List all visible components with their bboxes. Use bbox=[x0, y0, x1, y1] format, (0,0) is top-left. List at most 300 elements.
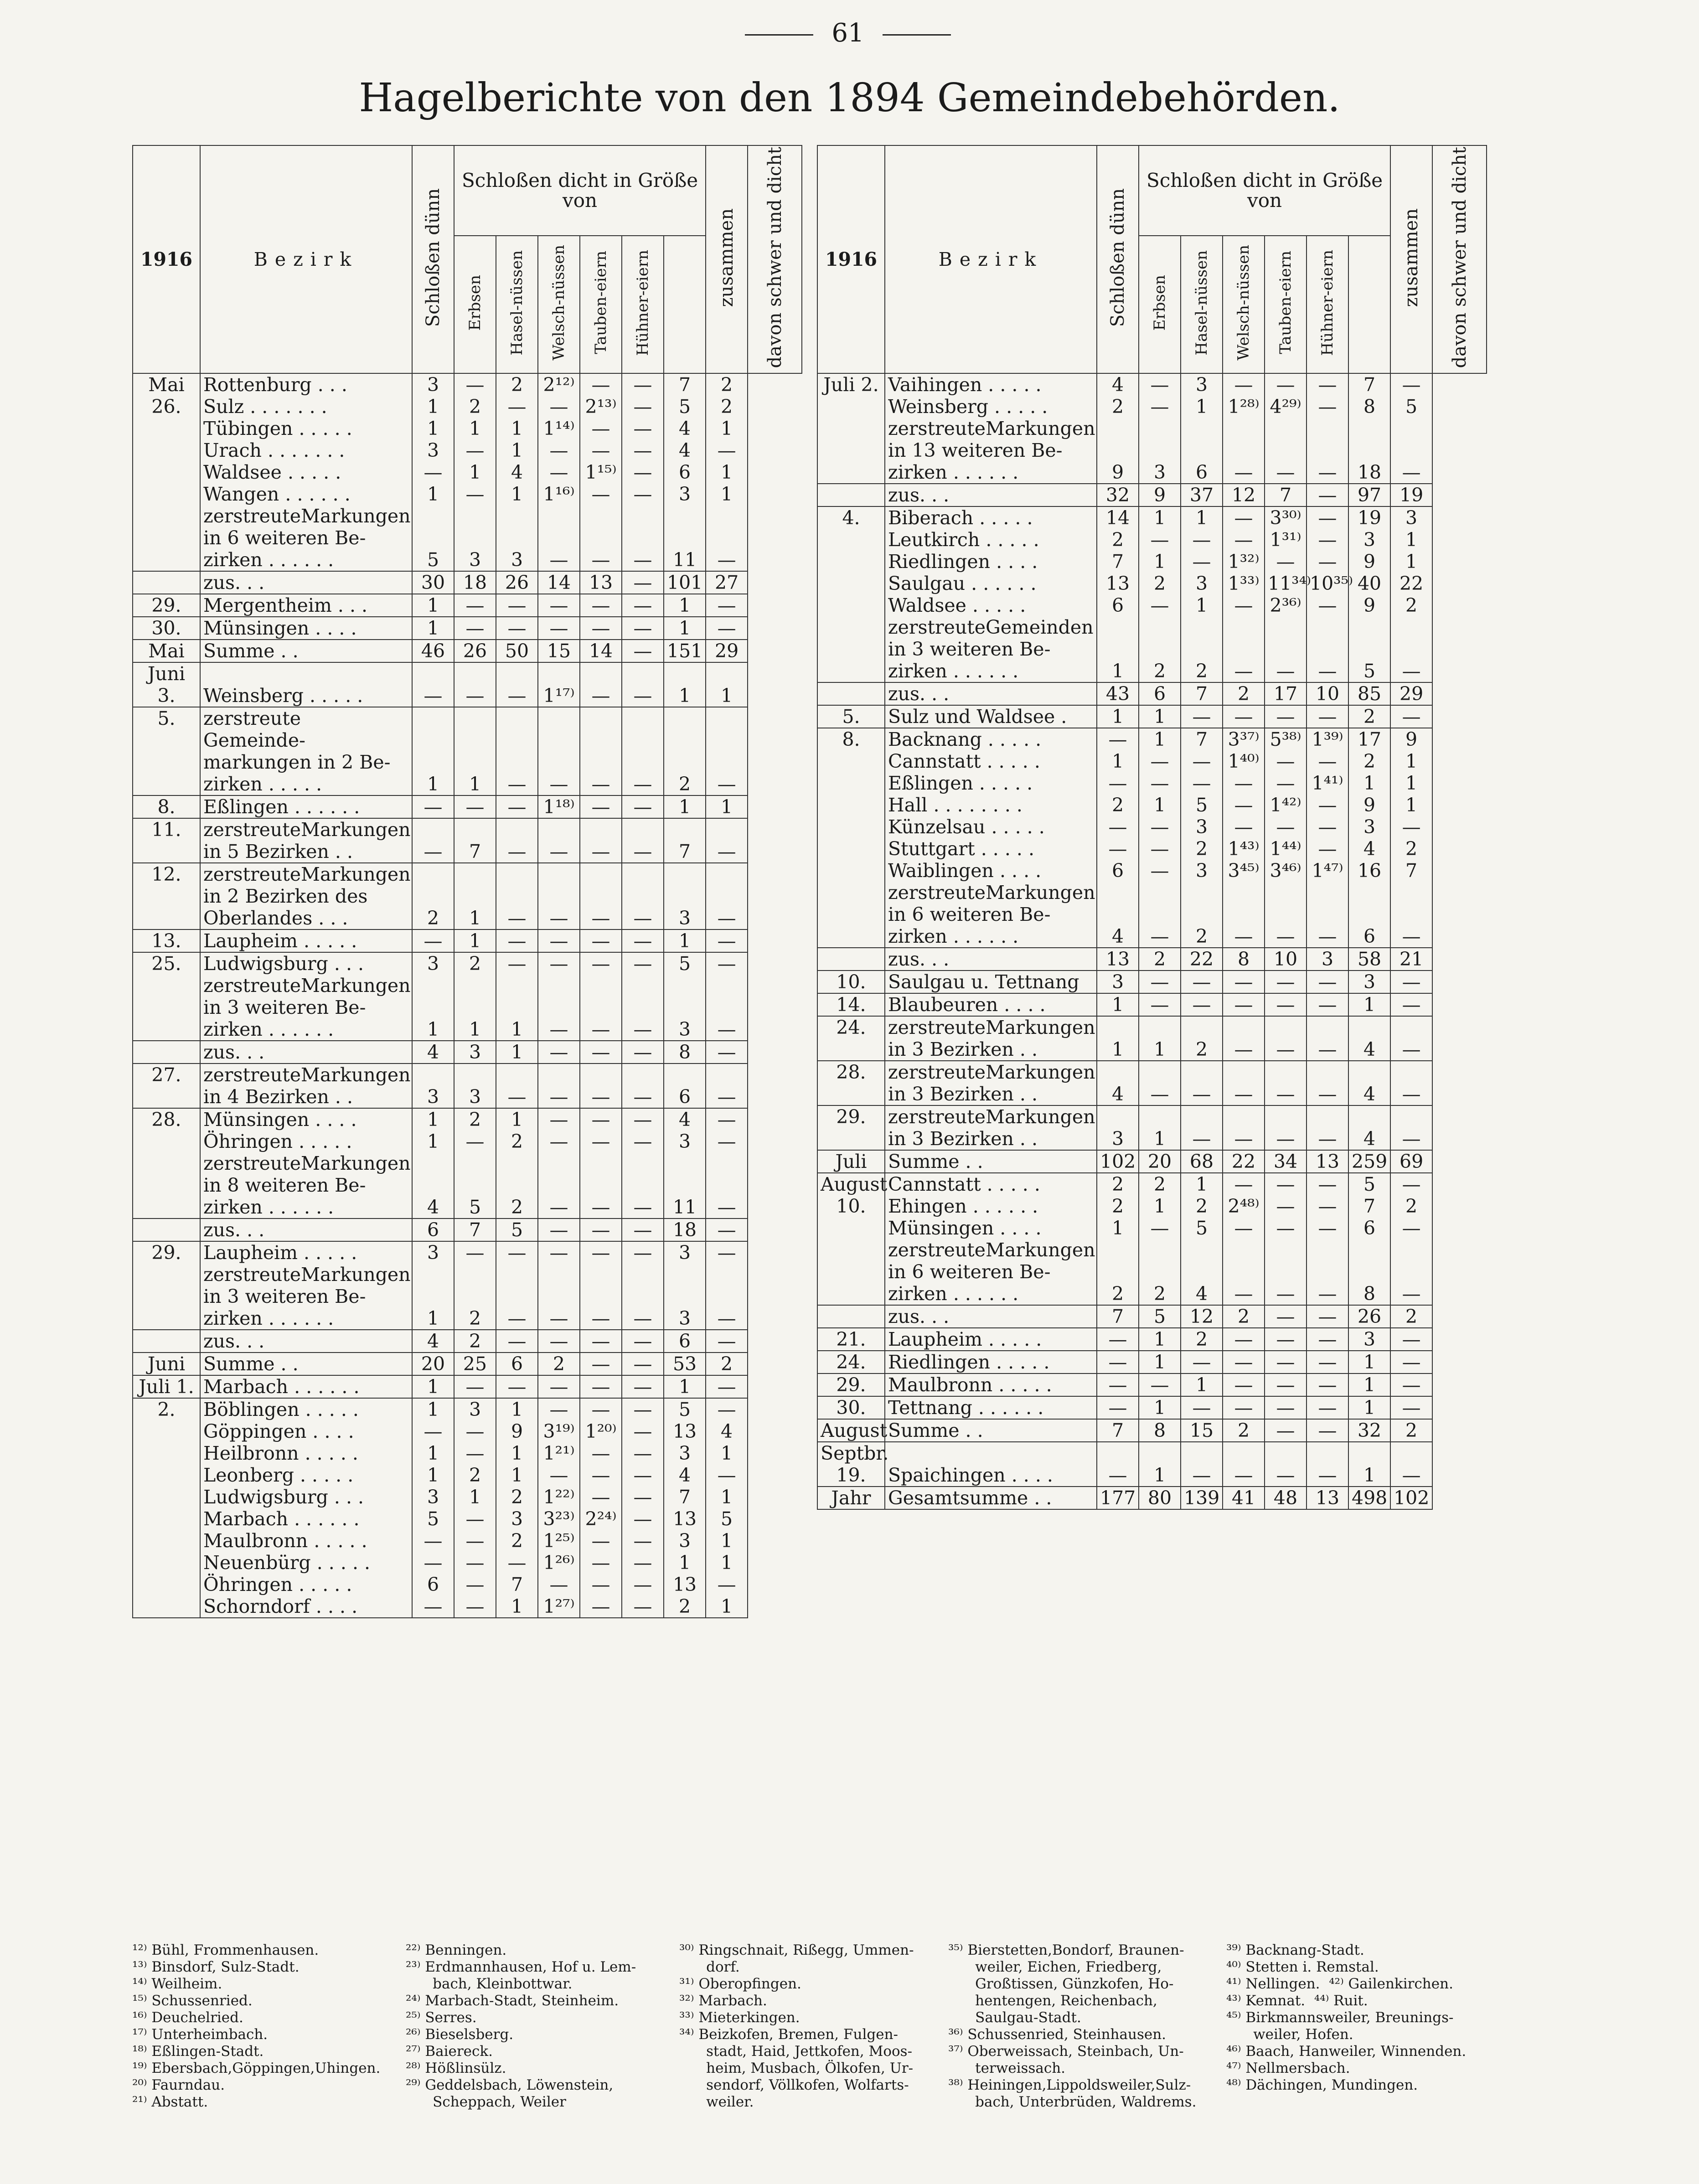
bezirk-cell bbox=[885, 882, 1097, 904]
value-cell bbox=[1181, 971, 1223, 993]
value-cell bbox=[454, 1196, 496, 1218]
value-cell bbox=[1348, 1173, 1390, 1195]
value: — bbox=[717, 1375, 736, 1398]
value-cell bbox=[1097, 594, 1139, 616]
value: 7 bbox=[1111, 1305, 1124, 1327]
value-cell bbox=[1097, 971, 1139, 993]
value-cell bbox=[1139, 860, 1181, 882]
value: — bbox=[1150, 395, 1169, 418]
value: 3 bbox=[1111, 971, 1124, 993]
value-cell bbox=[454, 1442, 496, 1464]
bezirk-cell bbox=[200, 1486, 412, 1508]
value: — bbox=[465, 1442, 485, 1464]
value: 1 bbox=[678, 1375, 691, 1398]
value-cell bbox=[580, 418, 622, 439]
value-cell bbox=[1139, 1217, 1181, 1239]
value-cell bbox=[664, 1264, 706, 1286]
value-cell bbox=[1348, 682, 1390, 705]
table-row bbox=[133, 1064, 802, 1086]
value-cell bbox=[1223, 1173, 1265, 1195]
value: 1 bbox=[427, 1375, 439, 1398]
value: 3 bbox=[678, 1442, 691, 1464]
value: 1 bbox=[678, 929, 691, 952]
value-cell bbox=[664, 818, 706, 841]
value-cell bbox=[1181, 1261, 1223, 1283]
value-cell bbox=[706, 1086, 748, 1108]
value: — bbox=[465, 795, 485, 818]
value: 11 bbox=[672, 548, 697, 571]
value-cell bbox=[538, 1307, 580, 1330]
value: — bbox=[591, 1108, 610, 1131]
table-row bbox=[817, 750, 1487, 772]
value-cell bbox=[622, 1152, 664, 1174]
value-cell bbox=[1307, 925, 1348, 948]
value: 1²⁷⁾ bbox=[543, 1595, 575, 1617]
value-cell bbox=[496, 795, 538, 818]
value: 3 bbox=[427, 952, 439, 975]
value: — bbox=[633, 840, 652, 862]
value: 12 bbox=[1189, 1305, 1214, 1327]
value-cell bbox=[454, 594, 496, 617]
value-cell bbox=[1390, 616, 1432, 638]
value: — bbox=[633, 1398, 652, 1420]
value: — bbox=[1276, 816, 1295, 838]
value: 6 bbox=[1111, 594, 1124, 616]
date-cell bbox=[817, 1150, 885, 1173]
value: 43 bbox=[1105, 682, 1130, 705]
value-cell bbox=[1139, 1038, 1181, 1061]
value: — bbox=[549, 1041, 568, 1063]
value-cell bbox=[1223, 948, 1265, 971]
value-cell bbox=[1307, 484, 1348, 506]
value: 4 bbox=[1363, 1038, 1376, 1060]
welschnuessen-label: Welsch-nüssen bbox=[1234, 244, 1253, 361]
value: 15 bbox=[1189, 1419, 1214, 1441]
value: 3 bbox=[1363, 816, 1376, 838]
value-cell bbox=[412, 1442, 454, 1464]
value: — bbox=[1192, 1083, 1211, 1105]
value-cell bbox=[580, 1464, 622, 1486]
value: 14 bbox=[589, 640, 613, 662]
bezirk-cell bbox=[200, 549, 412, 571]
value-cell bbox=[496, 841, 538, 863]
value: 1²²⁾ bbox=[543, 1486, 575, 1508]
table-row bbox=[817, 1396, 1487, 1419]
bezirk-name: Mergentheim . . . bbox=[203, 594, 368, 616]
bezirk-name: Neuenbürg . . . . . bbox=[203, 1551, 371, 1574]
value-cell bbox=[664, 640, 706, 662]
welschnuessen-header bbox=[538, 236, 580, 373]
value-cell bbox=[496, 396, 538, 418]
footnote-line: ³⁵⁾ Bierstetten,Bondorf, Braunen- bbox=[948, 1942, 1184, 1958]
value-cell bbox=[1139, 1351, 1181, 1373]
value: — bbox=[1318, 1195, 1337, 1217]
footnote-line: ⁴¹⁾ Nellingen. ⁴²⁾ Gailenkirchen. bbox=[1226, 1976, 1453, 1992]
value: — bbox=[1192, 528, 1211, 551]
value: 3 bbox=[1195, 859, 1208, 882]
value-cell bbox=[1181, 816, 1223, 838]
date-cell bbox=[133, 795, 200, 818]
bezirk-cell bbox=[885, 993, 1097, 1016]
value-cell bbox=[622, 1264, 664, 1286]
value: 3 bbox=[1195, 816, 1208, 838]
value: 6 bbox=[1195, 461, 1208, 483]
value: 4 bbox=[427, 1041, 439, 1063]
value-cell bbox=[1223, 396, 1265, 418]
value: 2 bbox=[1195, 1195, 1208, 1217]
value-cell bbox=[664, 1196, 706, 1218]
value-cell bbox=[1390, 1038, 1432, 1061]
value: — bbox=[423, 461, 443, 483]
zusammen-header bbox=[706, 145, 748, 373]
table-row bbox=[817, 506, 1487, 529]
value: — bbox=[1234, 461, 1253, 483]
value-cell bbox=[1097, 948, 1139, 971]
value-cell bbox=[1139, 948, 1181, 971]
value-cell bbox=[1139, 616, 1181, 638]
value: — bbox=[591, 1196, 610, 1218]
value: — bbox=[465, 1508, 485, 1530]
table-row bbox=[133, 1508, 802, 1530]
value: 1 bbox=[1195, 1173, 1208, 1195]
value-cell bbox=[580, 907, 622, 929]
value: 2 bbox=[1111, 1173, 1124, 1195]
value: 8 bbox=[1237, 948, 1250, 970]
value: — bbox=[633, 483, 652, 505]
table-row bbox=[133, 505, 802, 527]
value: 6 bbox=[1111, 859, 1124, 882]
bezirk-name: Waldsee . . . . . bbox=[888, 594, 1026, 616]
value-cell bbox=[1097, 1305, 1139, 1328]
value: — bbox=[1192, 1396, 1211, 1419]
value: 7 bbox=[469, 840, 481, 862]
value-cell bbox=[1097, 728, 1139, 750]
value: 4 bbox=[1111, 925, 1124, 947]
value: — bbox=[1234, 705, 1253, 728]
value-cell bbox=[1181, 1419, 1223, 1442]
value: — bbox=[549, 548, 568, 571]
value: — bbox=[1234, 660, 1253, 682]
date-label: 29. bbox=[836, 1373, 866, 1396]
bezirk-name: Ludwigsburg . . . bbox=[203, 1486, 364, 1508]
value-cell bbox=[664, 571, 706, 594]
table-row bbox=[133, 373, 802, 396]
value: — bbox=[1108, 837, 1127, 860]
hail-table bbox=[132, 145, 802, 1618]
table-row bbox=[133, 571, 802, 594]
footnote-line: ¹⁵⁾ Schussenried. bbox=[132, 1993, 253, 2009]
table-row bbox=[817, 682, 1487, 705]
value: 1⁴⁴⁾ bbox=[1270, 837, 1301, 860]
bezirk-cell bbox=[200, 1574, 412, 1595]
value: 1 bbox=[511, 1108, 523, 1131]
year-header bbox=[133, 145, 200, 373]
value-cell bbox=[454, 549, 496, 571]
value: 1 bbox=[1363, 772, 1376, 794]
value-cell bbox=[1348, 638, 1390, 660]
bezirk-cell bbox=[200, 418, 412, 439]
value-cell bbox=[454, 640, 496, 662]
bezirk-name: zus. . . bbox=[888, 948, 950, 970]
table-row bbox=[817, 638, 1487, 660]
value-cell bbox=[412, 1286, 454, 1307]
value: 2 bbox=[1195, 837, 1208, 860]
value-cell bbox=[1307, 1083, 1348, 1105]
bezirk-name: Laupheim . . . . . bbox=[203, 929, 357, 952]
value-cell bbox=[580, 483, 622, 505]
value-cell bbox=[1307, 1305, 1348, 1328]
table-row bbox=[817, 925, 1487, 948]
value: — bbox=[507, 929, 527, 952]
value-cell bbox=[622, 863, 664, 885]
table-row bbox=[817, 551, 1487, 573]
bezirk-name: zerstreuteMarkungen bbox=[888, 881, 1095, 904]
value-cell bbox=[706, 1375, 748, 1398]
value-cell bbox=[412, 1018, 454, 1041]
bezirk-name: in 6 weiteren Be- bbox=[888, 903, 1051, 925]
bezirk-name: Summe . . bbox=[203, 1353, 299, 1375]
value: 1 bbox=[1363, 993, 1376, 1016]
value: 1 bbox=[1111, 1038, 1124, 1060]
value: 1¹⁷⁾ bbox=[543, 684, 575, 707]
value-cell bbox=[1097, 616, 1139, 638]
value-cell bbox=[1181, 396, 1223, 418]
value: — bbox=[465, 617, 485, 639]
value-cell bbox=[1265, 1305, 1307, 1328]
value-cell bbox=[538, 1398, 580, 1420]
value: 7 bbox=[1363, 1195, 1376, 1217]
bezirk-cell bbox=[200, 907, 412, 929]
value-cell bbox=[1348, 971, 1390, 993]
value: 1 bbox=[721, 684, 733, 707]
value-cell bbox=[580, 1330, 622, 1353]
value-cell bbox=[1348, 660, 1390, 682]
huehnereiern-label: Hühner-eiern bbox=[634, 249, 652, 356]
value: — bbox=[1150, 816, 1169, 838]
value: — bbox=[1318, 1305, 1337, 1327]
value-cell bbox=[538, 461, 580, 483]
bezirk-name: Rottenburg . . . bbox=[203, 373, 347, 396]
value: — bbox=[633, 395, 652, 418]
value: — bbox=[507, 1241, 527, 1264]
value: 2 bbox=[1405, 594, 1418, 616]
value-cell bbox=[1390, 396, 1432, 418]
value-cell bbox=[580, 1307, 622, 1330]
value: 20 bbox=[421, 1353, 445, 1375]
value: 1 bbox=[1405, 772, 1418, 794]
value-cell bbox=[496, 1486, 538, 1508]
value-cell bbox=[664, 1218, 706, 1241]
value: 2 bbox=[511, 1486, 523, 1508]
table-row bbox=[133, 549, 802, 571]
value: — bbox=[549, 461, 568, 483]
value-cell bbox=[412, 751, 454, 773]
bezirk-name: in 3 weiteren Be- bbox=[203, 1285, 366, 1307]
value-cell bbox=[538, 571, 580, 594]
bezirk-cell bbox=[885, 660, 1097, 682]
footnote-line: ²⁶⁾ Bieselsberg. bbox=[406, 2026, 514, 2043]
value-cell bbox=[1307, 860, 1348, 882]
bezirk-cell bbox=[885, 439, 1097, 461]
value-cell bbox=[1139, 638, 1181, 660]
value: — bbox=[717, 1218, 736, 1241]
table-row bbox=[817, 439, 1487, 461]
value-cell bbox=[1390, 925, 1432, 948]
value: — bbox=[465, 1595, 485, 1617]
value: — bbox=[633, 1529, 652, 1552]
value-cell bbox=[622, 594, 664, 617]
value: — bbox=[633, 640, 652, 662]
table-row bbox=[133, 1108, 802, 1131]
value-cell bbox=[1139, 772, 1181, 794]
value-cell bbox=[1265, 705, 1307, 728]
value: — bbox=[1276, 660, 1295, 682]
value-cell bbox=[538, 1330, 580, 1353]
value-cell bbox=[664, 707, 706, 751]
table-row bbox=[817, 794, 1487, 816]
right-table bbox=[817, 145, 1486, 1510]
value: — bbox=[717, 840, 736, 862]
bezirk-name: zirken . . . . . . bbox=[888, 461, 1019, 483]
value-cell bbox=[538, 1086, 580, 1108]
value-cell bbox=[1348, 1083, 1390, 1105]
table-row bbox=[817, 1038, 1487, 1061]
value-cell bbox=[538, 1464, 580, 1486]
value: 17 bbox=[1273, 682, 1298, 705]
left-table bbox=[132, 145, 801, 1618]
value: — bbox=[549, 1085, 568, 1108]
value-cell bbox=[1223, 794, 1265, 816]
value-cell bbox=[454, 707, 496, 751]
value-cell bbox=[496, 1108, 538, 1131]
value: — bbox=[465, 439, 485, 461]
bezirk-cell bbox=[200, 1174, 412, 1196]
value-cell bbox=[622, 1552, 664, 1574]
value-cell bbox=[1265, 1217, 1307, 1239]
footnote-line: Großtissen, Günzkofen, Ho- bbox=[948, 1976, 1174, 1992]
value: — bbox=[507, 1551, 527, 1574]
bezirk-name: in 6 weiteren Be- bbox=[203, 527, 366, 549]
date-cell bbox=[133, 929, 200, 952]
value-cell bbox=[1307, 551, 1348, 573]
value-cell bbox=[1390, 904, 1432, 925]
value-cell bbox=[496, 1241, 538, 1264]
table-row bbox=[133, 1464, 802, 1486]
value-cell bbox=[1307, 1105, 1348, 1128]
date-cell bbox=[133, 1398, 200, 1618]
value-cell bbox=[412, 841, 454, 863]
table-row bbox=[133, 907, 802, 929]
value-cell bbox=[1307, 1419, 1348, 1442]
value-cell bbox=[1097, 1283, 1139, 1305]
value: 1¹⁴⁾ bbox=[543, 417, 575, 439]
value-cell bbox=[1181, 573, 1223, 594]
footnote-line: ¹²⁾ Bühl, Frommenhausen. bbox=[132, 1942, 319, 1958]
davon-header bbox=[748, 145, 802, 373]
value: 37 bbox=[1189, 484, 1214, 506]
value: — bbox=[717, 439, 736, 461]
value: 21 bbox=[1399, 948, 1424, 970]
footnote-line: hentengen, Reichenbach, bbox=[948, 1993, 1157, 2009]
value-cell bbox=[1139, 1261, 1181, 1283]
value-cell bbox=[412, 418, 454, 439]
value-cell bbox=[1139, 838, 1181, 860]
value-cell bbox=[412, 1375, 454, 1398]
value-cell bbox=[580, 1353, 622, 1375]
value-cell bbox=[664, 1375, 706, 1398]
value: — bbox=[591, 1551, 610, 1574]
table-row bbox=[817, 993, 1487, 1016]
value-cell bbox=[1139, 705, 1181, 728]
value-cell bbox=[1348, 904, 1390, 925]
date-cell bbox=[133, 818, 200, 863]
value-cell bbox=[1390, 682, 1432, 705]
value-cell bbox=[454, 1018, 496, 1041]
bezirk-cell bbox=[200, 1595, 412, 1618]
value-cell bbox=[1223, 750, 1265, 772]
value-cell bbox=[1265, 529, 1307, 551]
value-cell bbox=[538, 863, 580, 885]
value: — bbox=[1318, 1351, 1337, 1373]
value: 2 bbox=[1195, 925, 1208, 947]
bezirk-cell bbox=[200, 505, 412, 527]
value-cell bbox=[1307, 1351, 1348, 1373]
value-cell bbox=[1390, 660, 1432, 682]
value: 7 bbox=[511, 1573, 523, 1595]
value: 2 bbox=[1153, 1173, 1166, 1195]
value-cell bbox=[1181, 1038, 1223, 1061]
value-cell bbox=[412, 396, 454, 418]
value: 2 bbox=[1153, 660, 1166, 682]
value: — bbox=[1234, 1038, 1253, 1060]
value-cell bbox=[1348, 1351, 1390, 1373]
value: — bbox=[633, 1442, 652, 1464]
footnote-line: ²⁴⁾ Marbach-Stadt, Steinheim. bbox=[406, 1993, 619, 2009]
value: 4 bbox=[511, 461, 523, 483]
value-cell bbox=[580, 885, 622, 907]
value: 3⁴⁶⁾ bbox=[1270, 859, 1301, 882]
bezirk-name: Saulgau u. Tettnang bbox=[888, 971, 1079, 993]
value-cell bbox=[706, 505, 748, 527]
value: 1 bbox=[721, 1442, 733, 1464]
value: 3²³⁾ bbox=[543, 1508, 575, 1530]
value-cell bbox=[1181, 728, 1223, 750]
date-label: 11. bbox=[151, 818, 181, 841]
value: 177 bbox=[1100, 1487, 1136, 1509]
value-cell bbox=[1097, 1442, 1139, 1487]
value: — bbox=[465, 1529, 485, 1552]
footnote-line: weiler, Eichen, Friedberg, bbox=[948, 1959, 1162, 1975]
value-cell bbox=[496, 975, 538, 996]
value-cell bbox=[622, 818, 664, 841]
value-cell bbox=[1223, 529, 1265, 551]
value-cell bbox=[580, 549, 622, 571]
value-cell bbox=[412, 863, 454, 885]
value-cell bbox=[1223, 1351, 1265, 1373]
bezirk-name: zerstreuteMarkungen bbox=[203, 1152, 411, 1174]
value: — bbox=[423, 929, 443, 952]
value: 7 bbox=[1363, 373, 1376, 396]
value-cell bbox=[1307, 971, 1348, 993]
value-cell bbox=[454, 1330, 496, 1353]
value-cell bbox=[1097, 1173, 1139, 1195]
value-cell bbox=[1348, 705, 1390, 728]
bezirk-name: Weinsberg . . . . . bbox=[203, 684, 363, 707]
value-cell bbox=[454, 1530, 496, 1552]
date-label: 28. bbox=[836, 1061, 866, 1083]
value: 1 bbox=[469, 929, 481, 952]
value: 19 bbox=[1399, 484, 1424, 506]
